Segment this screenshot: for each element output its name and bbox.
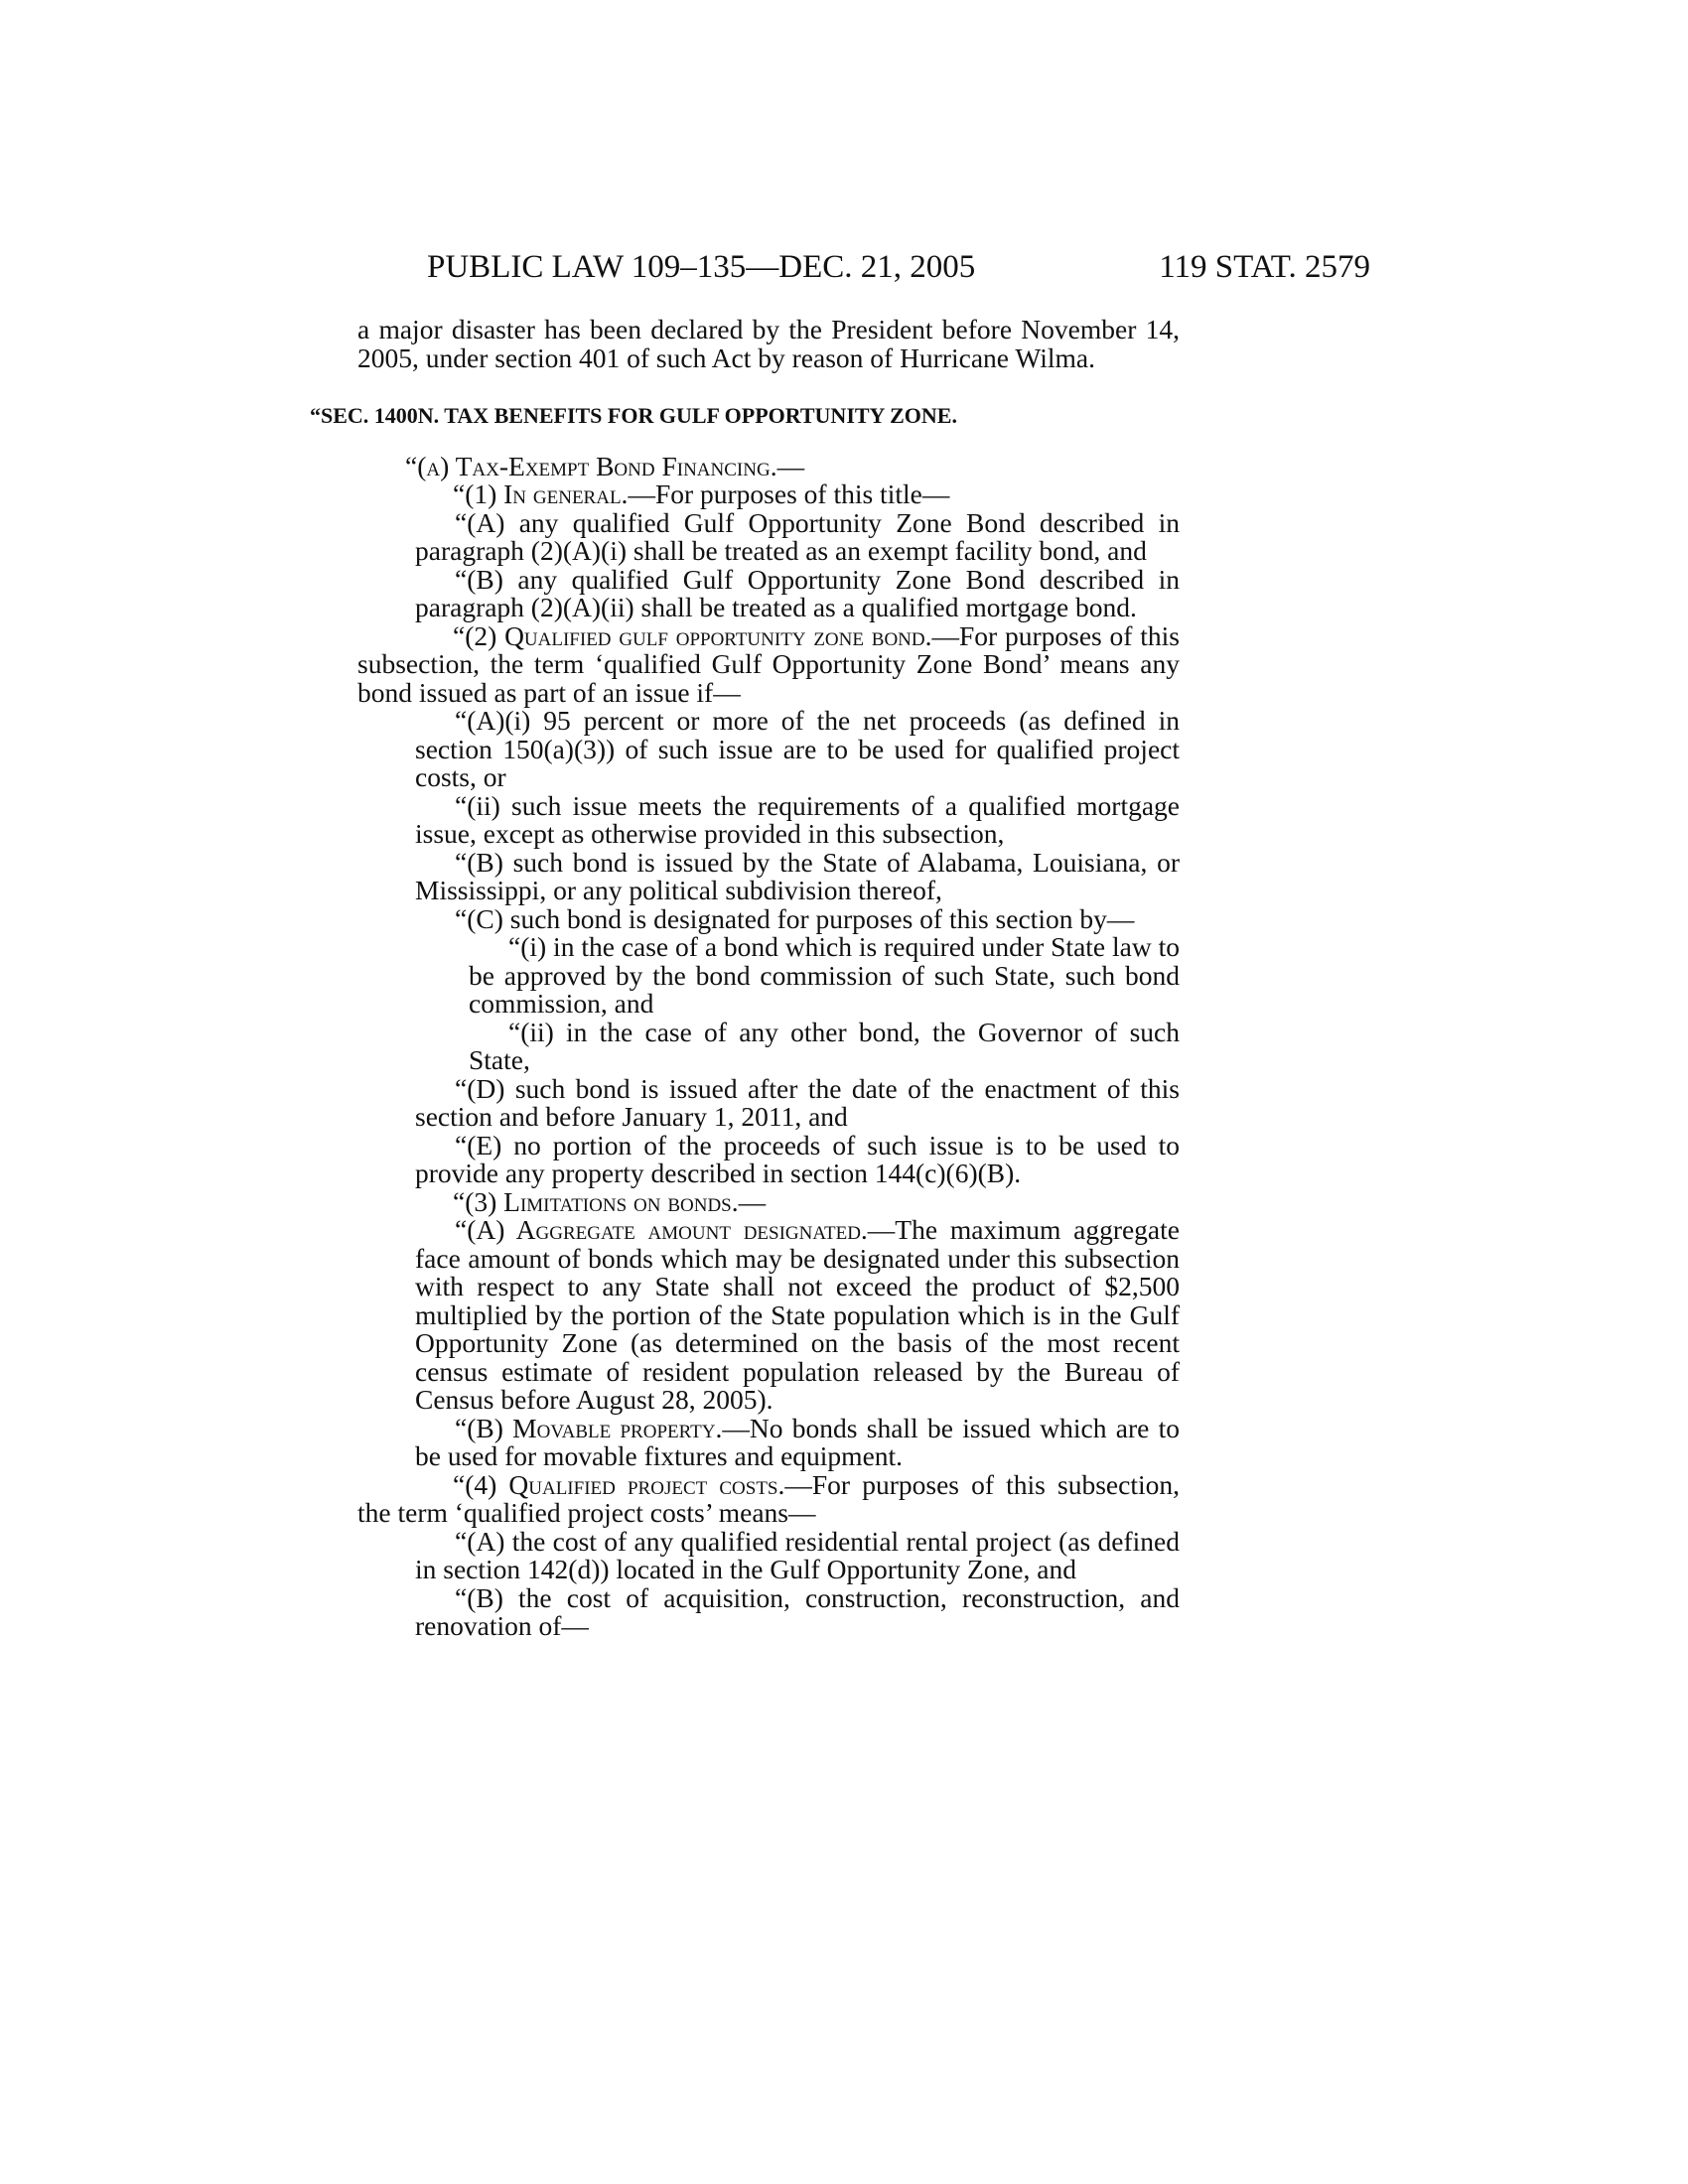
subparagraph-a4A: “(A) the cost of any qualified residential rental project (as defined in section 142(d)) located in the Gulf Opportunity Zone, and [415,1525,1180,1584]
subparagraph-a1A: “(A) any qualified Gulf Opportunity Zone Bond described in paragraph (2)(A)(i) shall be treated as an exempt facility bond, and [415,506,1180,566]
clause-a2Cii: “(ii) in the case of any other bond, the Governor of such State, [469,1016,1180,1075]
subparagraph-a2B: “(B) such bond is issued by the State of Alabama, Louisiana, or Mississippi, or any political subdivision thereof, [415,846,1180,905]
subparagraph-a3A: “(A) Aggregate amount designated.—The maximum aggregate face amount of bonds which may be designated under this subsection with respect to any State shall not exceed the product of $2,500 multiplied by the portion of the State population which is in the Gulf Opportunity Zone (as determined on the basis of the most recent census estimate of resident population released by the Bureau of Census before August 28, 2005). [415,1214,1180,1415]
header-stat-page: 119 STAT. 2579 [1159,249,1370,285]
subparagraph-a2E: “(E) no portion of the proceeds of such issue is to be used to provide any property described in section 144(c)(6)(B). [415,1129,1180,1188]
clause-a2Ci: “(i) in the case of a bond which is required under State law to be approved by the bond commission of such State, such bond commission, and [469,931,1180,1019]
subsection-a-heading: “(a) Tax-Exempt Bond Financing.— [405,450,805,481]
subparagraph-a2D: “(D) such bond is issued after the date of the enactment of this section and before January 1, 2011, and [415,1072,1180,1132]
paragraph-continuation: a major disaster has been declared by the President before November 14, 2005, under section 401 of such Act by reason of Hurricane Wilma. [357,314,1180,373]
header-law-date: PUBLIC LAW 109–135—DEC. 21, 2005 [427,249,976,285]
paragraph-a4: “(4) Qualified project costs.—For purposes of this subsection, the term ‘qualified project costs’ means— [357,1468,1180,1528]
document-body [310,314,1180,1641]
running-header [427,244,1370,290]
subparagraph-a3B: “(B) Movable property.—No bonds shall be issued which are to be used for movable fixtures and equipment. [415,1412,1180,1471]
subparagraph-a4B: “(B) the cost of acquisition, construction, reconstruction, and renovation of— [415,1581,1180,1641]
subparagraph-a2C: “(C) such bond is designated for purposes of this section by— [455,902,1135,934]
subparagraph-a2Aii: “(ii) such issue meets the requirements of a qualified mortgage issue, except as otherwise provided in this subsection, [415,789,1180,849]
subparagraph-a1B: “(B) any qualified Gulf Opportunity Zone Bond described in paragraph (2)(A)(ii) shall be treated as a qualified mortgage bond. [415,563,1180,622]
subparagraph-a2Ai: “(A)(i) 95 percent or more of the net proceeds (as defined in section 150(a)(3)) of such issue are to be used for qualified project costs, or [415,705,1180,792]
paragraph-a1: “(1) In general.—For purposes of this title— [453,478,950,509]
paragraph-a2: “(2) Qualified gulf opportunity zone bond.—For purposes of this subsection, the term ‘qualified Gulf Opportunity Zone Bond’ means any bond issued as part of an issue if— [357,619,1180,708]
section-heading: “SEC. 1400N. TAX BENEFITS FOR GULF OPPORTUNITY ZONE. [310,403,957,428]
paragraph-a3: “(3) Limitations on bonds.— [453,1185,767,1217]
